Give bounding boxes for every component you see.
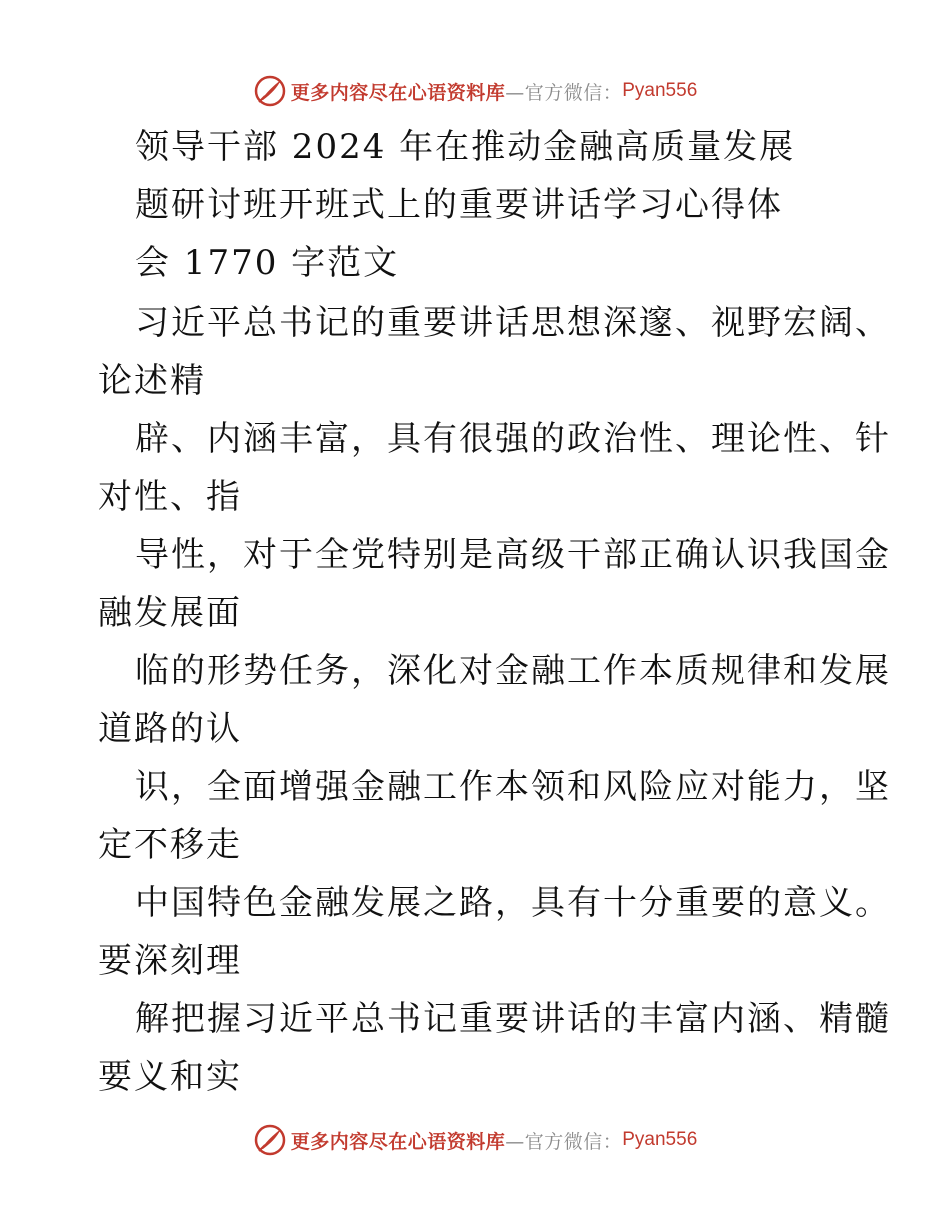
watermark-title: 更多内容尽在心语资料库 [290, 1130, 506, 1153]
text-line: 识，全面增强金融工作本领和风险应对能力，坚 [135, 767, 891, 807]
text-line: 习近平总书记的重要讲话思想深邃、视野宏阔、 [135, 303, 891, 343]
text-line: 辟、内涵丰富，具有很强的政治性、理论性、针 [135, 419, 891, 459]
text-line: 要深刻理 [98, 941, 242, 981]
text-line: 导性，对于全党特别是高级干部正确认识我国金 [135, 535, 891, 575]
footer-watermark [0, 1120, 950, 1160]
text-line: 要义和实 [98, 1057, 242, 1097]
watermark-separator: —官方微信： [505, 1130, 623, 1153]
text-line: 融发展面 [98, 593, 242, 633]
text-line: 对性、指 [98, 477, 242, 517]
header-watermark [0, 71, 950, 111]
text-line: 临的形势任务，深化对金融工作本质规律和发展 [135, 651, 891, 691]
title-line-1: 领导干部 2024 年在推动金融高质量发展 [135, 127, 796, 167]
quill-pen-logo-icon [253, 74, 287, 108]
watermark-account: Pyan556 [622, 80, 698, 101]
text-line: 解把握习近平总书记重要讲话的丰富内涵、精髓 [135, 999, 891, 1039]
watermark-account: Pyan556 [622, 1129, 698, 1150]
watermark-separator: —官方微信： [505, 81, 623, 104]
text-line: 定不移走 [98, 825, 242, 865]
title-line-3: 会 1770 字范文 [135, 243, 400, 283]
text-line: 中国特色金融发展之路，具有十分重要的意义。 [135, 883, 891, 923]
quill-pen-logo-icon [253, 1123, 287, 1157]
text-line: 道路的认 [98, 709, 242, 749]
title-line-2: 题研讨班开班式上的重要讲话学习心得体 [135, 185, 783, 225]
watermark-title: 更多内容尽在心语资料库 [290, 81, 506, 104]
text-line: 论述精 [98, 361, 206, 401]
